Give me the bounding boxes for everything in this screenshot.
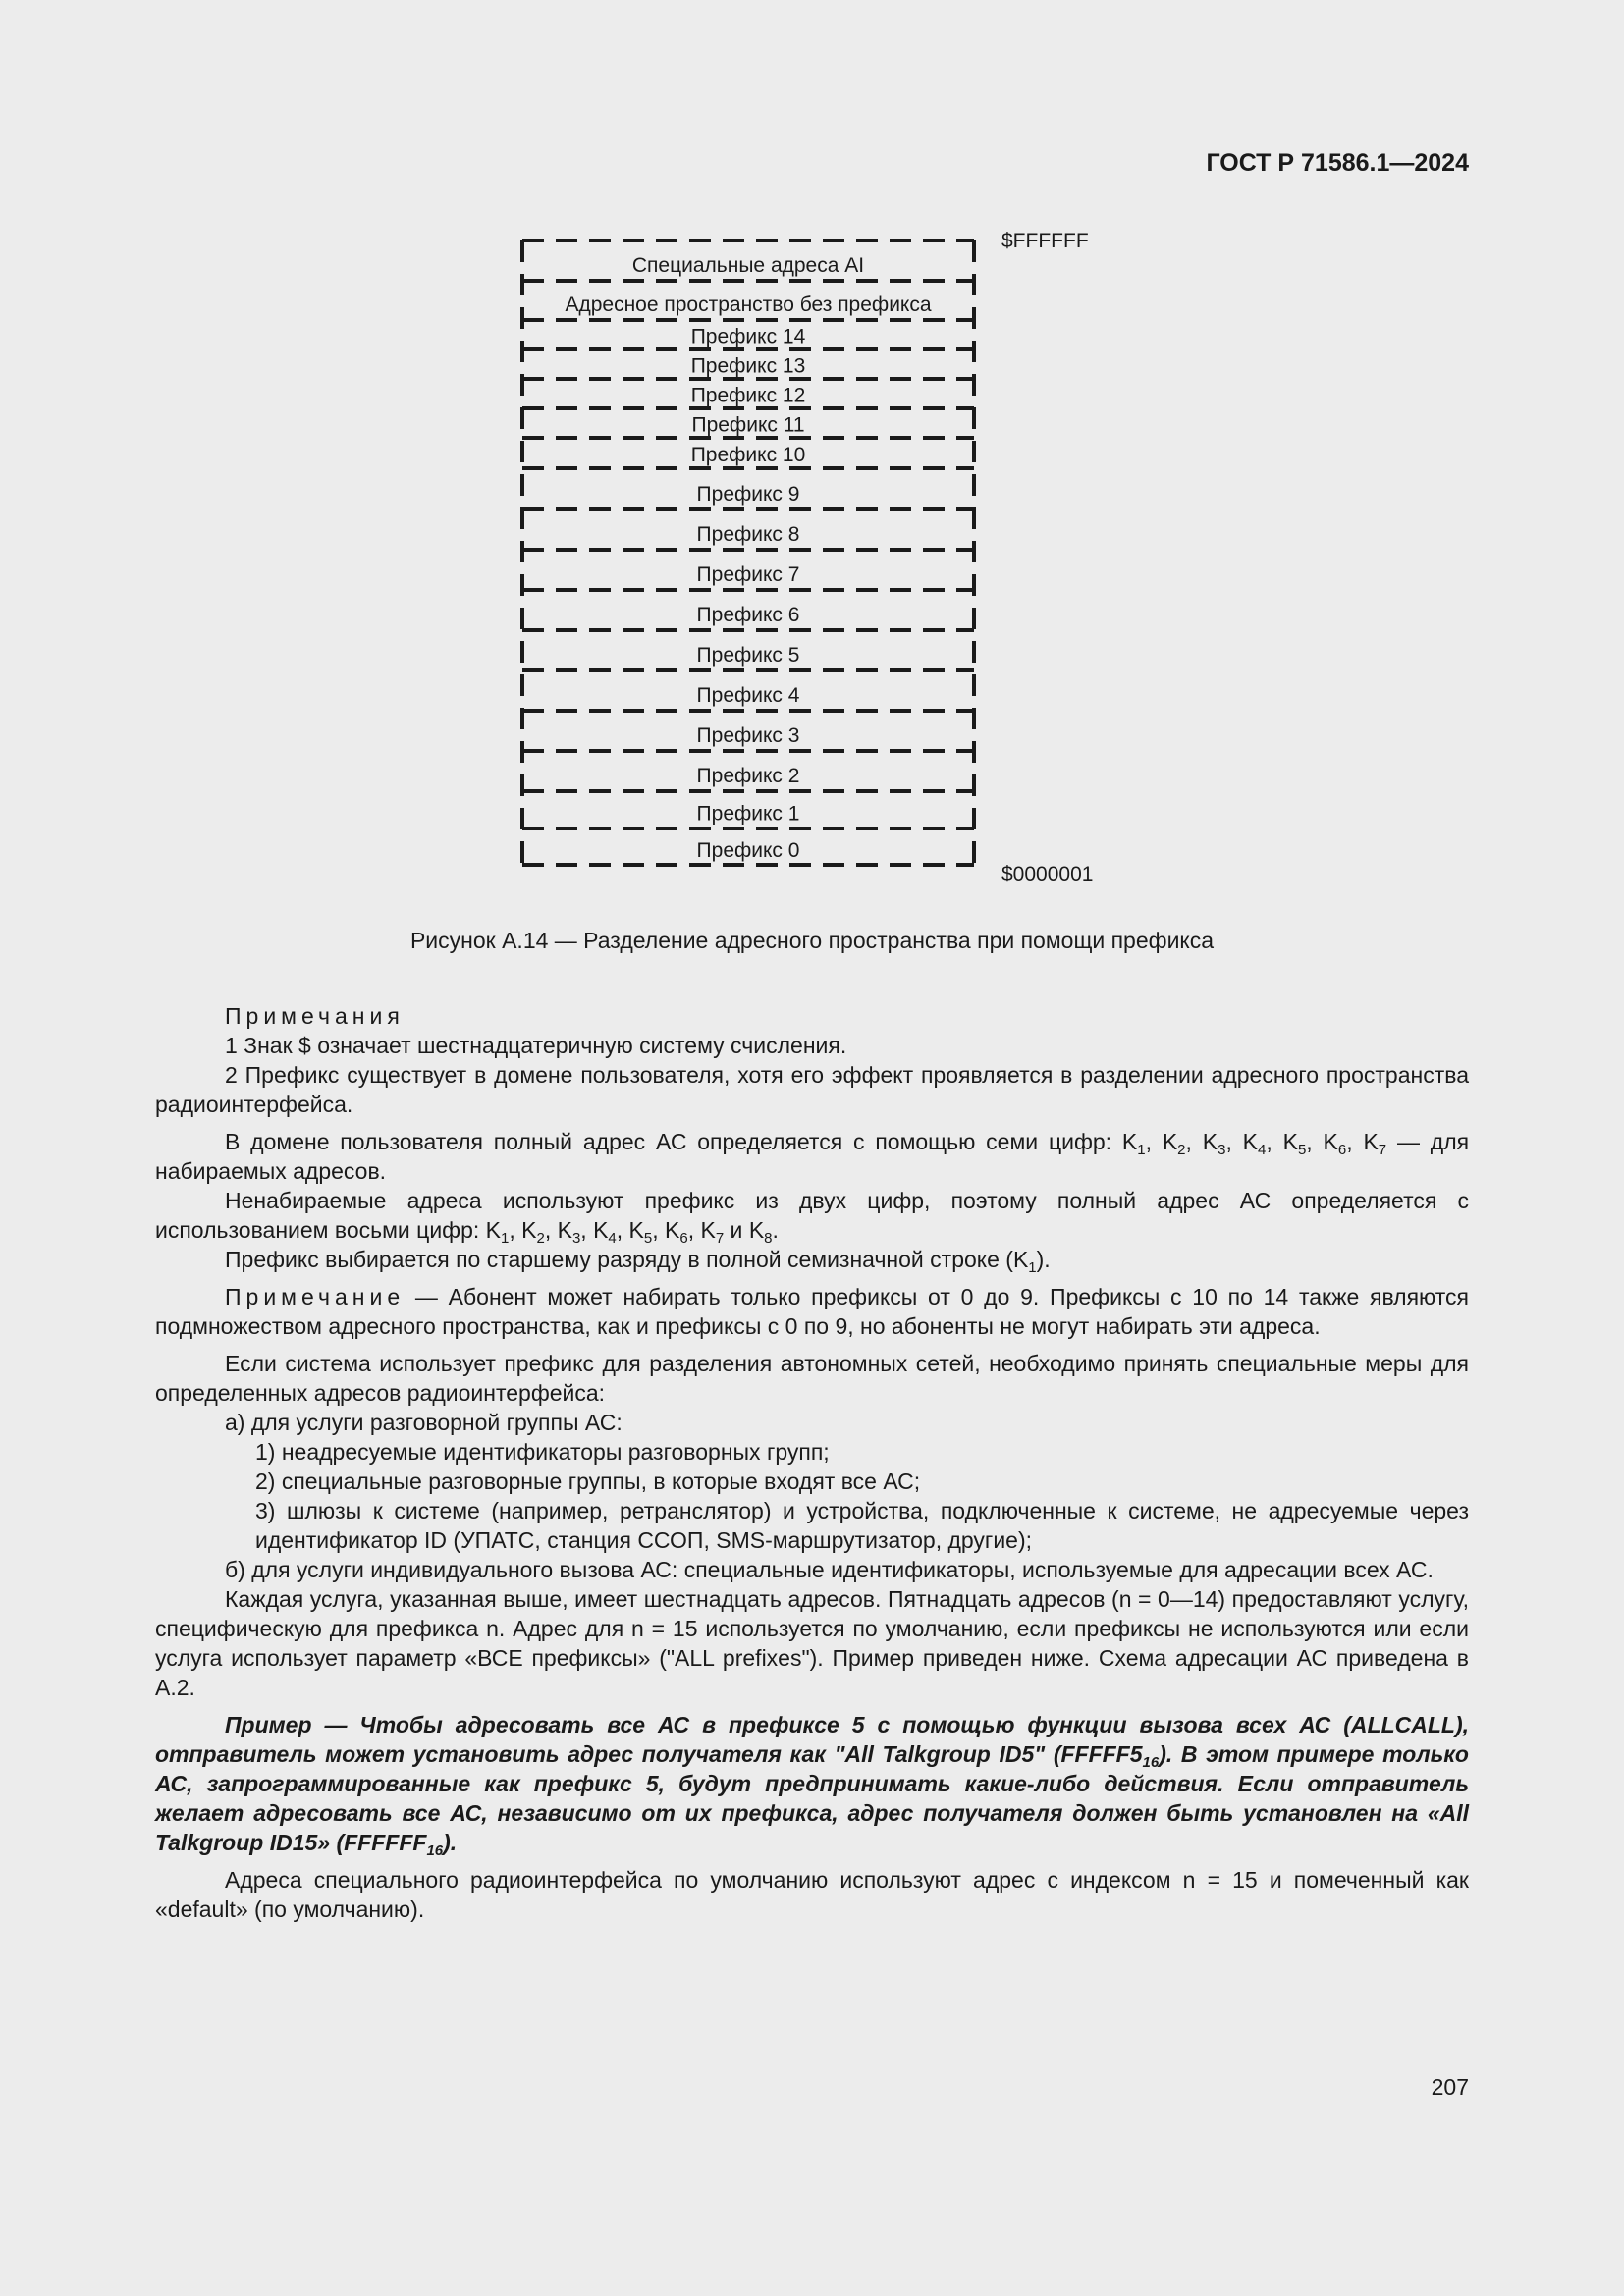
diagram-row-label: Префикс 8 (696, 522, 800, 546)
list-item-a: а) для услуги разговорной группы АС: (225, 1410, 623, 1435)
k5: $K_5$ (1282, 1129, 1307, 1158)
diagram-row-label: Префикс 4 (696, 683, 800, 707)
k4: $K_4$ (593, 1217, 617, 1247)
diagram-row-label: Префикс 1 (696, 802, 800, 826)
note-1: 1 Знак $ означает шестнадцатеричную систему счисления. (225, 1033, 847, 1058)
bottom-address-label: $0000001 (1001, 863, 1094, 885)
diagram-row-label: Префикс 3 (696, 723, 800, 747)
paragraph-default: Адреса специального радиоинтерфейса по умолчанию используют адрес с индексом n = 15 и помеченный как «default» (по умолчанию). (155, 1867, 1469, 1922)
k1: $K_1$ (485, 1217, 510, 1247)
list-item-a2: 2) специальные разговорные группы, в которые входят все АС; (255, 1468, 921, 1494)
k7: $K_7$ (700, 1217, 725, 1247)
paragraph-system: Если система использует префикс для разделения автономных сетей, необходимо принять специальные меры для определенных адресов радиоинтерфейса: (155, 1351, 1469, 1406)
paragraph-non-dialable: Ненабираемые адреса используют префикс из двух цифр, поэтому полный адрес АС определяется с использованием восьми цифр: $K_1$, $K_2$, $K_3$, $K_4$, $K_5$, $K_6$, $K_7$ и $K_8$. (155, 1188, 1469, 1247)
k3: $K_3$ (1202, 1129, 1226, 1158)
diagram-row-label: Префикс 0 (696, 838, 800, 862)
k1: $K_1$ (1012, 1247, 1037, 1276)
top-address-label: $FFFFFF (1001, 230, 1089, 252)
k4: $K_4$ (1242, 1129, 1267, 1158)
diagram-row-label: Префикс 13 (690, 354, 806, 378)
k8: $K_8$ (748, 1217, 773, 1247)
figure-caption: Рисунок А.14 — Разделение адресного пространства при помощи префикса (409, 928, 1215, 953)
k-sequence-7: $K_1$, $K_2$, $K_3$, $K_4$, $K_5$, $K_6$, $K_7$ (1121, 1129, 1387, 1158)
k-sequence-8: $K_1$, $K_2$, $K_3$, $K_4$, $K_5$, $K_6$, $K_7$ (485, 1217, 725, 1247)
k6: $K_6$ (1323, 1129, 1347, 1158)
list-item-b: б) для услуги индивидуального вызова АС: специальные идентификаторы, используемые для адресации всех АС. (225, 1557, 1434, 1582)
list-item-a3: 3) шлюзы к системе (например, ретранслятор) и устройства, подключенные к системе, не адресуемые через идентификатор ID (УПАТС, станция ССОП, SMS-маршрутизатор, другие); (255, 1498, 1469, 1553)
diagram-row-label: Адресное пространство без префикса (565, 294, 932, 317)
address-space-diagram (0, 0, 1624, 903)
page-number: 207 (1431, 2074, 1469, 2100)
k2: $K_2$ (1162, 1129, 1186, 1158)
diagram-row-label: Префикс 2 (696, 764, 800, 787)
paragraph-digits: В домене пользователя полный адрес АС определяется с помощью семи цифр: $K_1$, $K_2$, $K_3$, $K_4$, $K_5$, $K_6$, $K_7$ — для набираемых адресов. (155, 1129, 1470, 1184)
diagram-row-label: Специальные адреса AI (631, 253, 865, 277)
diagram-row-label: Префикс 6 (696, 603, 800, 626)
paragraph-prefix-select: Префикс выбирается по старшему разряду в полной семизначной строке $(K_1)$. (225, 1247, 1051, 1276)
document-header: ГОСТ Р 71586.1—2024 (1206, 149, 1469, 177)
body-text (155, 1001, 1469, 1924)
k7: $K_7$ (1363, 1129, 1387, 1158)
diagram-row-label: Префикс 12 (690, 384, 806, 407)
notes-heading: Примечания (225, 1003, 405, 1029)
k3: $K_3$ (557, 1217, 581, 1247)
paragraph-services: Каждая услуга, указанная выше, имеет шестнадцать адресов. Пятнадцать адресов (n = 0—14) предоставляют услугу, специфическую для префикса n. Адрес для n = 15 используется по умолчанию, если префиксы не используются или если услуга использует параметр «ВСЕ префиксы» ("ALL prefixes"). Пример приведен ниже. Схема адресации АС приведена в А.2. (155, 1586, 1469, 1700)
k1: $K_1$ (1121, 1129, 1146, 1158)
note-dialing: Примечание — Абонент может набирать только префиксы от 0 до 9. Префиксы с 10 по 14 также являются подмножеством адресного пространства, как и префиксы с 0 по 9, но абоненты не могут набирать эти адреса. (155, 1284, 1469, 1339)
diagram-row-label: Префикс 9 (696, 482, 800, 506)
diagram-row-label: Префикс 14 (690, 325, 806, 348)
k6: $K_6$ (665, 1217, 688, 1247)
k2: $K_2$ (521, 1217, 545, 1247)
diagram-row-label: Префикс 11 (691, 413, 805, 437)
k5: $K_5$ (628, 1217, 653, 1247)
diagram-row-label: Префикс 7 (696, 562, 800, 586)
example-paragraph: Пример — Чтобы адресовать все АС в префиксе 5 с помощью функции вызова всех АС (ALLCALL), отправитель может установить адрес получателя как "All Talkgroup ID5" $(FFFFF5_{16})$. В этом примере только АС, запрограммированные как префикс 5, будут предпринимать какие-либо действия. Если отправитель желает адресовать все АС, независимо от их префикса, адрес получателя должен быть установлен на «All Talkgroup ID15» $(FFFFFF_{16})$. (155, 1712, 1469, 1859)
note-2: 2 Префикс существует в домене пользователя, хотя его эффект проявляется в разделении адресного пространства радиоинтерфейса. (155, 1062, 1469, 1117)
diagram-row-label: Префикс 10 (690, 444, 806, 467)
diagram-row-label: Префикс 5 (696, 643, 800, 667)
list-item-a1: 1) неадресуемые идентификаторы разговорных групп; (255, 1439, 830, 1465)
